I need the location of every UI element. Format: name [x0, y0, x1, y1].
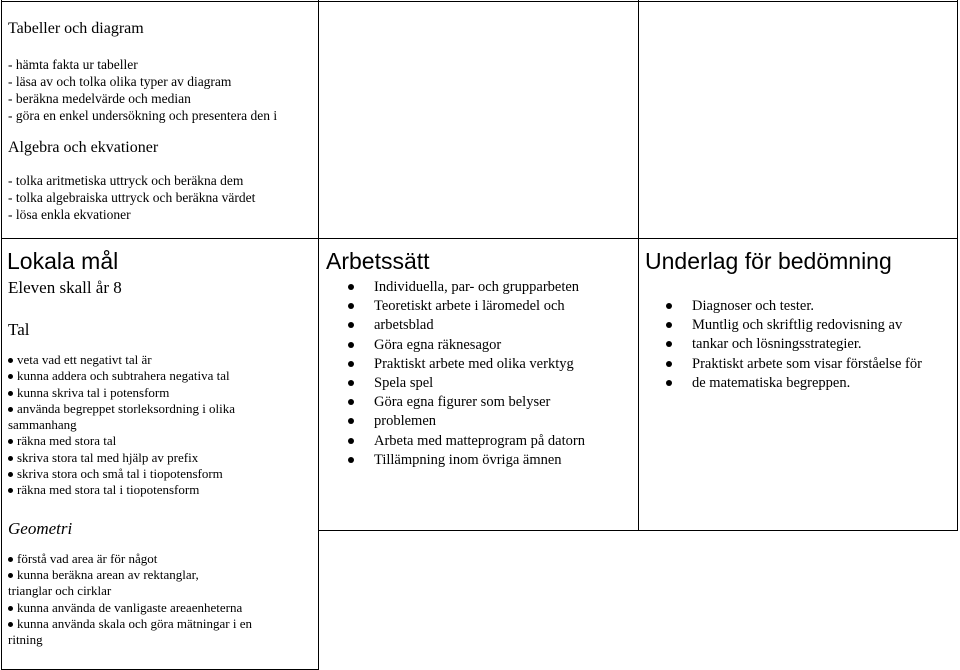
- list-item: kunna använda de vanligaste areaenheterna: [8, 600, 314, 616]
- list-item: kunna beräkna arean av rektanglar,: [8, 567, 314, 583]
- list-item: Teoretiskt arbete i läromedel och: [346, 297, 634, 316]
- list-item: kunna använda skala och göra mätningar i en: [8, 616, 314, 632]
- top-left-cell: [8, 20, 313, 235]
- list-item: Spela spel: [346, 374, 634, 393]
- list-item: - lösa enkla ekvationer: [8, 206, 313, 223]
- list-item: Göra egna figurer som belyser: [346, 393, 634, 412]
- list-item: - hämta fakta ur tabeller: [8, 56, 313, 73]
- goals-cell: [8, 278, 314, 668]
- list-item: veta vad ett negativt tal är: [8, 352, 314, 368]
- list-item-continuation: ritning: [8, 632, 43, 648]
- table-border-right: [957, 0, 958, 531]
- assessment-list: [664, 297, 956, 393]
- list-item-continuation: tankar och lösningsstrategier.: [664, 335, 956, 354]
- list-item: kunna addera och subtrahera negativa tal: [8, 368, 314, 384]
- goals-intro: Eleven skall år 8: [8, 278, 122, 297]
- list-item-continuation: arbetsblad: [346, 316, 634, 335]
- section-title-algebra: Algebra och ekvationer: [8, 139, 159, 156]
- list-item: Praktiskt arbete som visar förståelse för: [664, 355, 956, 374]
- list-item: skriva stora och små tal i tiopotensform: [8, 466, 314, 482]
- list-item: Praktiskt arbete med olika verktyg: [346, 355, 634, 374]
- list-item: Göra egna räknesagor: [346, 336, 634, 355]
- list-item-continuation: sammanhang: [8, 417, 77, 433]
- list-item: Arbeta med matteprogram på datorn: [346, 432, 634, 451]
- list-item: Tillämpning inom övriga ämnen: [346, 451, 634, 470]
- list-item: skriva stora tal med hjälp av prefix: [8, 450, 314, 466]
- section-title-tabeller: Tabeller och diagram: [8, 20, 144, 37]
- list-item: räkna med stora tal: [8, 433, 314, 449]
- list-item-continuation: trianglar och cirklar: [8, 583, 112, 599]
- list-item: Individuella, par- och grupparbeten: [346, 278, 634, 297]
- section-title-geometri: Geometri: [8, 518, 73, 538]
- geometri-list: [8, 551, 314, 649]
- list-item: - läsa av och tolka olika typer av diagram: [8, 73, 313, 90]
- tabeller-list: [8, 56, 313, 124]
- header-underlag: Underlag för bedömning: [645, 248, 892, 274]
- table-divider-row: [1, 238, 958, 239]
- header-arbetssatt: Arbetssätt: [326, 248, 430, 274]
- table-divider-col1: [318, 0, 319, 670]
- list-item: - beräkna medelvärde och median: [8, 90, 313, 107]
- list-item: - göra en enkel undersökning och presentera den i: [8, 107, 313, 124]
- header-lokala-mal: Lokala mål: [7, 248, 119, 274]
- table-divider-lower: [318, 530, 958, 531]
- list-item: använda begreppet storleksordning i olika: [8, 401, 314, 417]
- section-title-tal: Tal: [8, 320, 30, 339]
- methods-list: [346, 278, 634, 470]
- table-divider-col2: [638, 0, 639, 531]
- list-item: räkna med stora tal i tiopotensform: [8, 482, 314, 498]
- tal-list: [8, 352, 314, 499]
- list-item: Muntlig och skriftlig redovisning av: [664, 316, 956, 335]
- table-border-top: [1, 1, 958, 2]
- algebra-list: [8, 172, 313, 223]
- list-item-continuation: de matematiska begreppen.: [664, 374, 956, 393]
- list-item-continuation: problemen: [346, 412, 634, 431]
- table-border-left: [1, 0, 2, 670]
- list-item: Diagnoser och tester.: [664, 297, 956, 316]
- list-item: kunna skriva tal i potensform: [8, 385, 314, 401]
- assessment-cell: [664, 297, 956, 527]
- list-item: förstå vad area är för något: [8, 551, 314, 567]
- list-item: - tolka algebraiska uttryck och beräkna värdet: [8, 189, 313, 206]
- list-item: - tolka aritmetiska uttryck och beräkna dem: [8, 172, 313, 189]
- methods-cell: [346, 278, 634, 528]
